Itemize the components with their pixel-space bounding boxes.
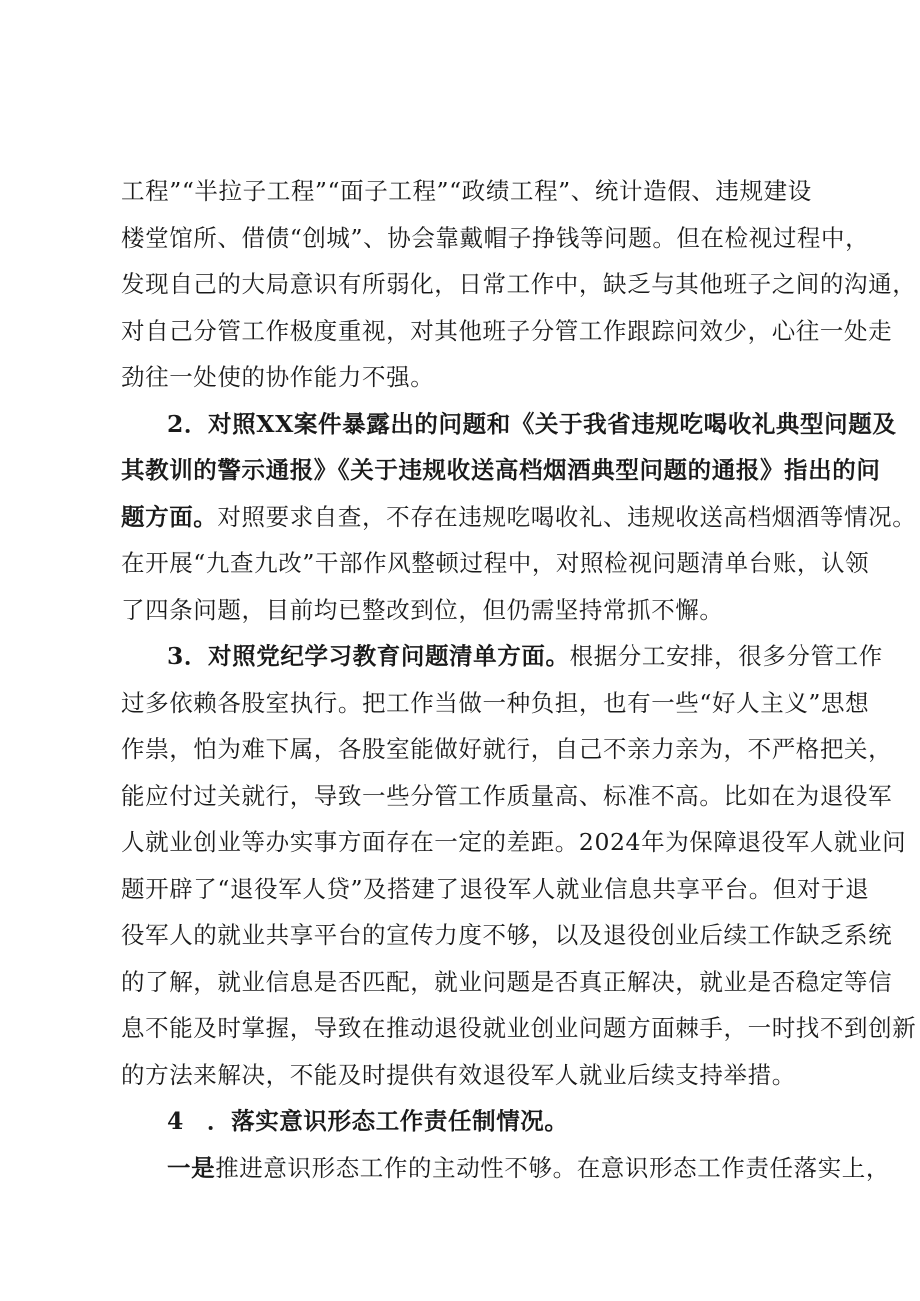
body-text-line: 过多依赖各股室执行。把工作当做一种负担，也有一些“好人主义”思想 [121, 689, 870, 717]
section-3-text: 根据分工安排，很多分管工作 [569, 642, 883, 670]
body-text-line: 能应付过关就行，导致一些分管工作质量高、标准不高。比如在为退役军 [121, 782, 893, 810]
section-4-text: 推进意识形态工作的主动性不够。在意识形态工作责任落实上， [215, 1154, 891, 1182]
body-text-line: 题开辟了“退役军人贷”及搭建了退役军人就业信息共享平台。但对于退 [121, 875, 870, 903]
body-text-line: 工程”“半拉子工程”“面子工程”“政绩工程”、统计造假、违规建设 [121, 177, 812, 205]
section-2-heading-end: 题方面。 [121, 503, 218, 531]
body-text-line: 役军人的就业共享平台的宣传力度不够，以及退役创业后续工作缺乏系统 [121, 921, 893, 949]
section-4-sub-label: 一是 [167, 1154, 216, 1182]
section-2-line [121, 498, 916, 532]
body-text-line: 对自己分管工作极度重视，对其他班子分管工作跟踪问效少，心往一处走 [121, 317, 893, 345]
section-2-heading: 2．对照XX案件暴露出的问题和《关于我省违规吃喝收礼典型问题及 [167, 410, 897, 438]
body-text-line: 的方法来解决，不能及时提供有效退役军人就业后续支持举措。 [121, 1061, 796, 1089]
section-4-number: 4 [167, 1107, 184, 1135]
body-text-line: 劲往一处使的协作能力不强。 [121, 363, 435, 391]
section-4-line [167, 1149, 890, 1183]
section-3-line [167, 637, 883, 671]
body-text-line: 发现自己的大局意识有所弱化，日常工作中，缺乏与其他班子之间的沟通， [121, 270, 917, 298]
section-2-heading-cont: 其教训的警示通报》《关于违规收送高档烟酒典型问题的通报》指出的问 [121, 456, 881, 484]
section-2-text: 对照要求自查，不存在违规吃喝收礼、违规收送高档烟酒等情况。 [217, 503, 917, 531]
body-text-line: 在开展“九查九改”干部作风整顿过程中，对照检视问题清单台账，认领 [121, 549, 870, 577]
body-text-line: 的了解，就业信息是否匹配，就业问题是否真正解决，就业是否稳定等信 [121, 968, 893, 996]
body-text-line: 人就业创业等办实事方面存在一定的差距。2024年为保障退役军人就业问 [121, 828, 907, 856]
body-text-line: 楼堂馆所、借债“创城”、协会靠戴帽子挣钱等问题。但在检视过程中， [121, 224, 870, 252]
section-3-heading: 3．对照党纪学习教育问题清单方面。 [167, 642, 570, 670]
section-4-heading-line [167, 1102, 569, 1136]
body-text-line: 息不能及时掌握，导致在推动退役就业创业问题方面棘手，一时找不到创新 [121, 1014, 917, 1042]
body-text-line: 了四条问题，目前均已整改到位，但仍需坚持常抓不懈。 [121, 596, 724, 624]
section-4-heading: ．落实意识形态工作责任制情况。 [207, 1107, 569, 1135]
body-text-line: 作祟，怕为难下属，各股室能做好就行，自己不亲力亲为，不严格把关， [121, 735, 893, 763]
